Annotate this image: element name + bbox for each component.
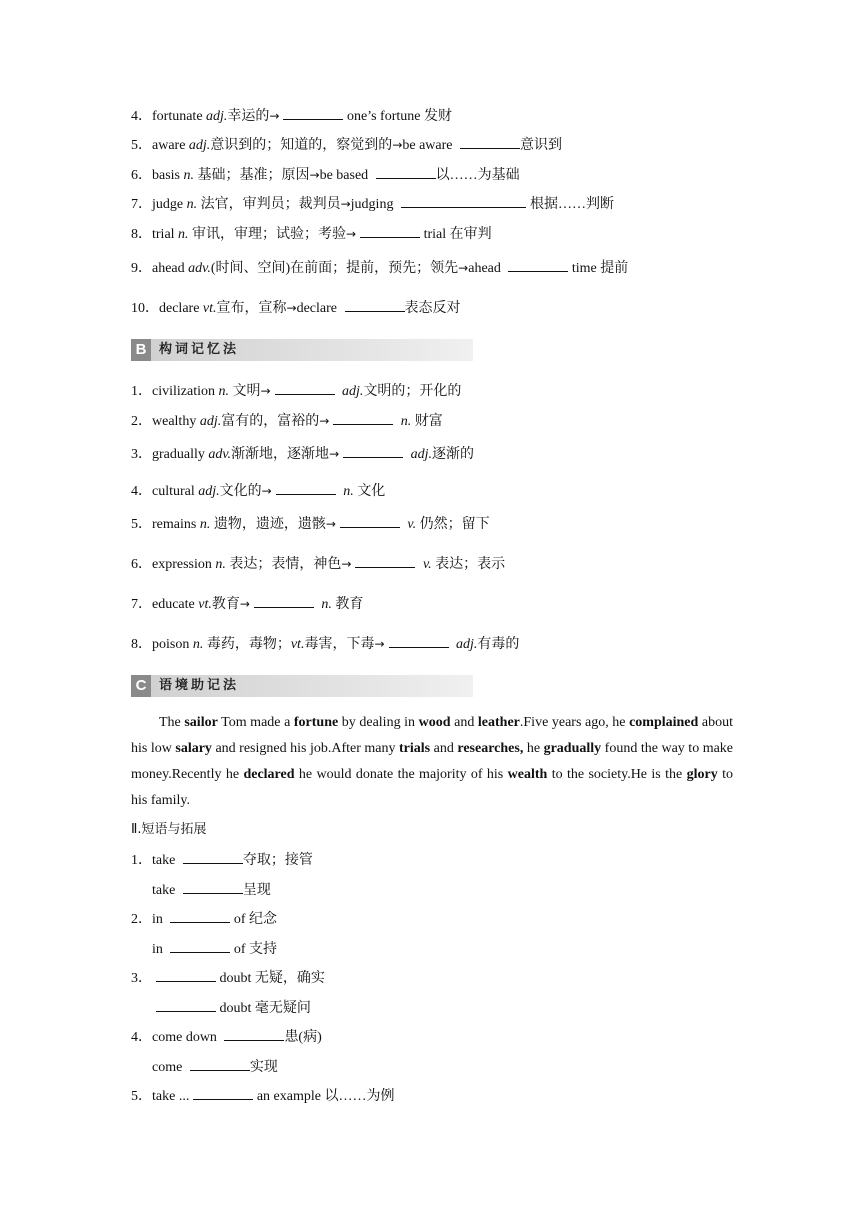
vocab-item xyxy=(131,134,562,155)
definition-text: 教育 xyxy=(331,597,364,612)
arrow-icon: → xyxy=(261,484,272,498)
paragraph-text: found the way to make money.Recently he xyxy=(131,741,734,782)
keyword: leather xyxy=(477,715,520,730)
headword: cultural xyxy=(152,484,199,499)
word-formation-item xyxy=(131,633,519,654)
phrase-item xyxy=(152,938,277,959)
headword: remains xyxy=(152,517,200,532)
headword: gradually xyxy=(152,447,209,462)
word-formation-item xyxy=(131,443,474,464)
definition-text: judging xyxy=(350,197,397,212)
arrow-icon: → xyxy=(239,597,250,611)
answer-blank[interactable] xyxy=(508,257,568,272)
item-number: 6． xyxy=(131,168,152,183)
answer-blank[interactable] xyxy=(275,380,335,395)
item-number: 4． xyxy=(131,484,152,499)
part-of-speech: vt. xyxy=(198,597,212,612)
definition-text: 宣布，宣称 xyxy=(216,301,287,316)
answer-blank[interactable] xyxy=(340,513,400,528)
arrow-icon: → xyxy=(269,109,280,123)
phrase-meaning: of 纪念 xyxy=(230,912,278,927)
paragraph-text: and xyxy=(430,741,458,756)
item-number: 4． xyxy=(131,109,152,124)
keyword: salary xyxy=(175,741,212,756)
vocab-item xyxy=(131,105,452,126)
definition-text: 表达；表示 xyxy=(431,557,506,572)
definition-text: 基础；基准；原因 xyxy=(194,168,310,183)
definition-text: 以……为基础 xyxy=(435,168,520,183)
part-of-speech: n. xyxy=(218,384,229,399)
section-tag: C xyxy=(131,675,151,697)
keyword: trials xyxy=(399,741,431,756)
arrow-icon: → xyxy=(341,557,352,571)
item-number: 2． xyxy=(131,912,152,927)
arrow-icon: → xyxy=(458,261,469,275)
definition-text: 渐渐地，逐渐地 xyxy=(231,447,330,462)
arrow-icon: → xyxy=(260,384,271,398)
item-number: 3． xyxy=(131,447,152,462)
section-header-c xyxy=(131,675,473,697)
arrow-icon: → xyxy=(319,414,330,428)
definition-text: 意识到的；知道的，察觉到的 xyxy=(210,138,393,153)
phrase-item xyxy=(152,1056,278,1077)
answer-blank[interactable] xyxy=(343,443,403,458)
paragraph-text: he xyxy=(523,741,544,756)
definition-text: ahead xyxy=(468,261,505,276)
item-number: 3． xyxy=(131,971,152,986)
word-formation-item xyxy=(131,410,443,431)
definition-text: 幸运的 xyxy=(227,109,270,124)
part-of-speech: n. xyxy=(199,517,211,532)
part-of-speech: n. xyxy=(397,414,412,429)
part-of-speech: n. xyxy=(215,557,226,572)
phrase-item xyxy=(131,1026,322,1047)
word-formation-item xyxy=(131,593,363,614)
keyword: complained xyxy=(629,715,699,730)
part-of-speech: adv. xyxy=(208,447,232,462)
phrase-item xyxy=(131,1085,394,1106)
definition-text: 意识到 xyxy=(520,138,563,153)
phrase-item xyxy=(131,849,313,870)
definition-text: 财富 xyxy=(411,414,443,429)
phrase-meaning: 夺取；接管 xyxy=(242,853,313,868)
definition-text: 逐渐的 xyxy=(432,447,475,462)
phrase-meaning: 呈现 xyxy=(242,883,271,898)
headword: ahead xyxy=(152,261,189,276)
phrase-meaning: of 支持 xyxy=(230,942,278,957)
answer-blank[interactable] xyxy=(156,997,216,1012)
definition-text: 审讯，审理；试验；考验 xyxy=(188,227,347,242)
phrase-lead: come down xyxy=(152,1030,221,1045)
arrow-icon: → xyxy=(325,517,336,531)
section-title: 语境助记法 xyxy=(159,678,240,693)
keyword: fortune xyxy=(293,715,339,730)
definition-text: 毒药，毒物； xyxy=(203,637,291,652)
definition-text: time 提前 xyxy=(568,261,629,276)
part-of-speech: n. xyxy=(192,637,204,652)
item-number: 6． xyxy=(131,557,152,572)
part-of-speech: adj. xyxy=(199,414,222,429)
item-number: 8． xyxy=(131,637,152,652)
phrase-item xyxy=(131,967,325,988)
phrase-meaning: doubt 无疑，确实 xyxy=(216,971,325,986)
answer-blank[interactable] xyxy=(170,938,230,953)
phrase-lead: in xyxy=(152,912,167,927)
headword: poison xyxy=(152,637,193,652)
headword: wealthy xyxy=(152,414,200,429)
arrow-icon: → xyxy=(392,138,403,152)
phrase-meaning: an example 以……为例 xyxy=(253,1089,395,1104)
keyword: declared xyxy=(243,767,295,782)
vocab-item xyxy=(131,164,520,185)
vocab-item xyxy=(131,257,628,278)
paragraph-text: he would donate the majority of his xyxy=(294,767,508,782)
arrow-icon: → xyxy=(340,197,351,211)
part-of-speech: adj. xyxy=(338,384,364,399)
vocab-item xyxy=(131,223,492,244)
answer-blank[interactable] xyxy=(224,1026,284,1041)
part-of-speech: adv. xyxy=(188,261,211,276)
arrow-icon: → xyxy=(329,447,340,461)
part-of-speech: adj. xyxy=(198,484,220,499)
definition-text: 文明 xyxy=(228,384,261,399)
item-number: 9． xyxy=(131,261,152,276)
part-of-speech: v. xyxy=(419,557,432,572)
answer-blank[interactable] xyxy=(345,297,405,312)
definition-text: 毒害，下毒 xyxy=(304,637,375,652)
headword: fortunate xyxy=(152,109,207,124)
word-formation-item xyxy=(131,553,505,574)
headword: aware xyxy=(152,138,189,153)
answer-blank[interactable] xyxy=(389,633,449,648)
word-formation-item xyxy=(131,380,461,401)
headword: basis xyxy=(152,168,184,183)
paragraph-text: about his low xyxy=(131,715,733,756)
definition-text: 有毒的 xyxy=(477,637,520,652)
answer-blank[interactable] xyxy=(190,1056,250,1071)
answer-blank[interactable] xyxy=(355,553,415,568)
answer-blank[interactable] xyxy=(183,879,243,894)
phrase-meaning: 实现 xyxy=(249,1060,278,1075)
headword: civilization xyxy=(152,384,219,399)
item-number: 10． xyxy=(131,301,159,316)
keyword: researches, xyxy=(457,741,524,756)
item-number: 1． xyxy=(131,853,152,868)
paragraph-text: to the society.He is the xyxy=(547,767,687,782)
paragraph-text: Tom made a xyxy=(217,715,294,730)
answer-blank[interactable] xyxy=(183,849,243,864)
definition-text: 表态反对 xyxy=(404,301,461,316)
section-title: 构词记忆法 xyxy=(159,342,240,357)
definition-text: 法官，审判员；裁判员 xyxy=(197,197,341,212)
part-of-speech: adj. xyxy=(452,637,478,652)
item-number: 1． xyxy=(131,384,152,399)
headword: educate xyxy=(152,597,199,612)
definition-text: 文明的；开化的 xyxy=(363,384,462,399)
keyword: wood xyxy=(418,715,451,730)
phrase-lead: take xyxy=(152,853,179,868)
part-of-speech: n. xyxy=(183,168,194,183)
keyword: wealth xyxy=(507,767,548,782)
answer-blank[interactable] xyxy=(283,105,343,120)
item-number: 4． xyxy=(131,1030,152,1045)
definition-text: 教育 xyxy=(211,597,240,612)
part-of-speech: v. xyxy=(403,517,417,532)
item-number: 7． xyxy=(131,597,152,612)
definition-text: 根据……判断 xyxy=(529,197,614,212)
phrase-lead: take xyxy=(152,883,179,898)
definition-text: 表达；表情，神色 xyxy=(225,557,342,572)
definition-text: 遗物，遗迹，遗骸 xyxy=(210,517,326,532)
headword: judge xyxy=(152,197,187,212)
keyword: gradually xyxy=(543,741,602,756)
phrase-item xyxy=(152,997,311,1018)
item-number: 5． xyxy=(131,517,152,532)
part-of-speech: vt. xyxy=(290,637,305,652)
vocab-item xyxy=(131,297,461,318)
arrow-icon: → xyxy=(286,301,297,315)
word-formation-item xyxy=(131,480,385,501)
part-of-speech: adj. xyxy=(407,447,433,462)
item-number: 7． xyxy=(131,197,152,212)
answer-blank[interactable] xyxy=(333,410,393,425)
part-of-speech: vt. xyxy=(202,301,217,316)
arrow-icon: → xyxy=(309,168,320,182)
definition-text: 富有的，富裕的 xyxy=(221,414,320,429)
answer-blank[interactable] xyxy=(460,134,520,149)
paragraph-text: The xyxy=(159,715,185,730)
section-header-b xyxy=(131,339,473,361)
phrase-meaning: doubt 毫无疑问 xyxy=(216,1001,311,1016)
definition-text: be based xyxy=(319,168,372,183)
definition-text: 文化的 xyxy=(219,484,262,499)
word-formation-item xyxy=(131,513,490,534)
answer-blank[interactable] xyxy=(376,164,436,179)
paragraph-text: by dealing in xyxy=(338,715,419,730)
item-number: 5． xyxy=(131,138,152,153)
keyword: glory xyxy=(686,767,718,782)
answer-blank[interactable] xyxy=(193,1085,253,1100)
answer-blank[interactable] xyxy=(254,593,314,608)
phrase-lead: take ... xyxy=(152,1089,190,1104)
phrase-lead: come xyxy=(152,1060,186,1075)
phrases-section-title: Ⅱ.短语与拓展 xyxy=(131,822,207,837)
item-number: 2． xyxy=(131,414,152,429)
definition-text: one’s fortune 发财 xyxy=(343,109,452,124)
context-paragraph xyxy=(131,710,733,814)
item-number: 5． xyxy=(131,1089,152,1104)
headword: expression xyxy=(152,557,216,572)
definition-text: declare xyxy=(296,301,341,316)
definition-text: 文化 xyxy=(353,484,386,499)
answer-blank[interactable] xyxy=(170,908,230,923)
arrow-icon: → xyxy=(346,227,357,241)
definition-text: trial 在审判 xyxy=(420,227,492,242)
part-of-speech: n. xyxy=(317,597,332,612)
answer-blank[interactable] xyxy=(156,967,216,982)
paragraph-text: and resigned his job.After many xyxy=(211,741,400,756)
definition-text: be aware xyxy=(402,138,457,153)
arrow-icon: → xyxy=(374,637,385,651)
headword: declare xyxy=(159,301,203,316)
paragraph-text: and xyxy=(450,715,478,730)
phrase-lead: in xyxy=(152,942,167,957)
answer-blank[interactable] xyxy=(401,193,526,208)
section-tag: B xyxy=(131,339,151,361)
keyword: sailor xyxy=(184,715,218,730)
phrase-item xyxy=(131,908,277,929)
item-number: 8． xyxy=(131,227,152,242)
part-of-speech: n. xyxy=(186,197,198,212)
definition-text: 仍然；留下 xyxy=(416,517,490,532)
answer-blank[interactable] xyxy=(360,223,420,238)
paragraph-text: to his family. xyxy=(131,767,733,808)
paragraph-text: .Five years ago, he xyxy=(519,715,630,730)
part-of-speech: adj. xyxy=(206,109,228,124)
vocab-item xyxy=(131,193,614,214)
headword: trial xyxy=(152,227,179,242)
part-of-speech: n. xyxy=(178,227,189,242)
phrase-meaning: 患(病) xyxy=(284,1030,322,1045)
part-of-speech: n. xyxy=(339,484,354,499)
part-of-speech: adj. xyxy=(188,138,211,153)
phrase-item xyxy=(152,879,271,900)
definition-text: (时间、空间)在前面；提前，预先；领先 xyxy=(210,261,459,276)
answer-blank[interactable] xyxy=(276,480,336,495)
